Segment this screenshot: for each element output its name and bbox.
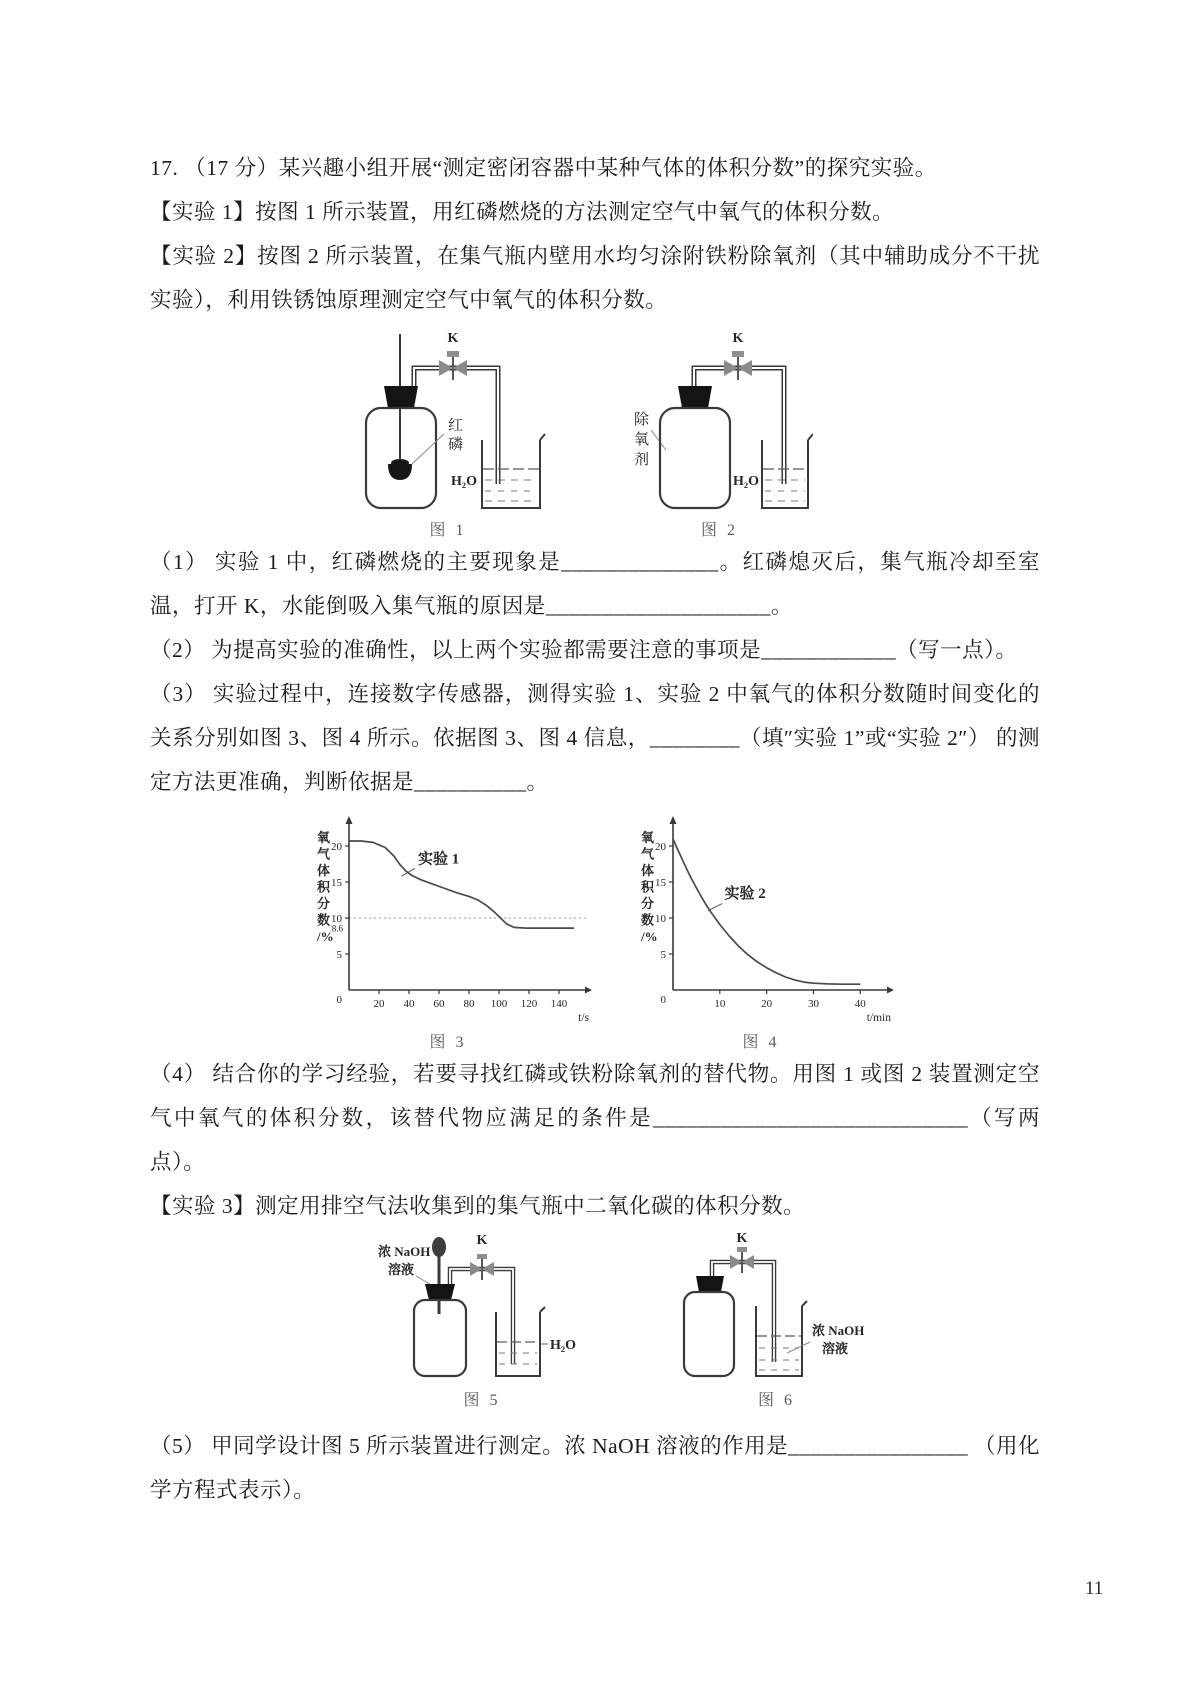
stopper bbox=[678, 386, 712, 408]
fig2-water-label: H₂O bbox=[733, 474, 759, 489]
gas-bottle bbox=[660, 408, 730, 508]
svg-text:20: 20 bbox=[761, 998, 773, 1010]
label-leader-line bbox=[787, 1342, 810, 1353]
figure4-chart bbox=[627, 812, 895, 1026]
svg-text:60: 60 bbox=[433, 998, 445, 1010]
svg-text:40: 40 bbox=[854, 998, 866, 1010]
fig1-water-label: H₂O bbox=[451, 474, 477, 489]
svg-text:氧: 氧 bbox=[634, 432, 650, 448]
svg-text:40: 40 bbox=[403, 998, 415, 1010]
svg-text:140: 140 bbox=[550, 998, 568, 1010]
figure1-caption: 图 1 bbox=[429, 522, 467, 539]
figure5 bbox=[376, 1232, 588, 1410]
svg-text:t/min: t/min bbox=[866, 1012, 891, 1024]
dropper-bulb bbox=[432, 1237, 446, 1257]
figure1-apparatus-diagram bbox=[348, 328, 548, 514]
svg-text:溶液: 溶液 bbox=[388, 1262, 415, 1277]
fig2-valve-label: K bbox=[732, 331, 744, 346]
svg-text:0: 0 bbox=[660, 994, 666, 1006]
question-3: （3） 实验过程中，连接数字传感器，测得实验 1、实验 2 中氧气的体积分数随时间变化的关系分别如图 3、图 4 所示。依据图 3、图 4 信息，________（填″实验 1”或“实验 2″） 的测定方法更准确，判断依据是__________。 bbox=[150, 682, 1040, 794]
experiment2-heading: 【实验 2】按图 2 所示装置，在集气瓶内壁用水均匀涂附铁粉除氧剂（其中辅助成分不干扰实验），利用铁锈蚀原理测定空气中氧气的体积分数。 bbox=[150, 244, 1040, 312]
svg-text:20: 20 bbox=[655, 841, 666, 853]
question-intro: 17. （17 分）某兴趣小组开展“测定密闭容器中某种气体的体积分数”的探究实验。 bbox=[150, 156, 937, 180]
svg-text:8.6: 8.6 bbox=[331, 923, 343, 934]
figure1 bbox=[348, 328, 548, 540]
svg-text:溶液: 溶液 bbox=[822, 1341, 849, 1356]
svg-text:10: 10 bbox=[331, 913, 342, 925]
svg-text:氧气体积分数/%: 氧气体积分数/% bbox=[641, 830, 658, 944]
svg-text:15: 15 bbox=[655, 877, 666, 889]
fig1-valve-label: K bbox=[447, 331, 459, 346]
fig6-valve-label: K bbox=[736, 1232, 748, 1246]
svg-text:5: 5 bbox=[660, 949, 666, 961]
question-5: （5） 甲同学设计图 5 所示装置进行测定。浓 NaOH 溶液的作用是________________ （用化学方程式表示）。 bbox=[150, 1434, 1040, 1502]
svg-text:30: 30 bbox=[807, 998, 819, 1010]
fig1-reagent-label: 红 bbox=[448, 418, 464, 434]
svg-text:15: 15 bbox=[331, 877, 342, 889]
svg-text:实验 2: 实验 2 bbox=[724, 885, 766, 902]
figure5-caption: 图 5 bbox=[463, 1392, 501, 1409]
svg-text:20: 20 bbox=[373, 998, 385, 1010]
label-leader-line bbox=[651, 430, 666, 450]
valve-icon bbox=[730, 1255, 742, 1269]
line-chart bbox=[303, 812, 593, 1026]
figure5-6-row bbox=[376, 1232, 1040, 1410]
fig6-naoh-label: 浓 NaOH bbox=[812, 1323, 865, 1338]
figure5-apparatus-diagram bbox=[376, 1232, 588, 1384]
experiment3-heading: 【实验 3】测定用排空气法收集到的集气瓶中二氧化碳的体积分数。 bbox=[150, 1194, 806, 1218]
svg-text:剂: 剂 bbox=[634, 452, 650, 468]
figure6 bbox=[674, 1232, 879, 1410]
question-2: （2） 为提高实验的准确性，以上两个实验都需要注意的事项是____________（写一点）。 bbox=[150, 638, 1018, 662]
svg-text:100: 100 bbox=[490, 998, 508, 1010]
svg-text:实验 1: 实验 1 bbox=[418, 851, 460, 868]
beaker bbox=[482, 434, 545, 508]
delivery-tube bbox=[450, 1269, 513, 1364]
figure2 bbox=[626, 328, 813, 540]
question-1: （1） 实验 1 中，红磷燃烧的主要现象是______________。红磷熄灭后，集气瓶冷却至室温，打开 K，水能倒吸入集气瓶的原因是____________________。 bbox=[150, 550, 1040, 618]
label-leader-line bbox=[412, 434, 444, 464]
figure1-2-row bbox=[348, 328, 1040, 540]
stopper bbox=[696, 1276, 724, 1292]
figure3-4-row bbox=[303, 812, 1040, 1052]
beaker bbox=[756, 1301, 807, 1376]
figure4-caption: 图 4 bbox=[742, 1034, 780, 1051]
figure2-caption: 图 2 bbox=[700, 522, 738, 539]
svg-text:t/s: t/s bbox=[578, 1012, 589, 1024]
svg-text:80: 80 bbox=[463, 998, 475, 1010]
stopper bbox=[384, 386, 418, 408]
valve-icon bbox=[724, 360, 738, 376]
fig5-water-label: H₂O bbox=[550, 1338, 576, 1353]
svg-text:10: 10 bbox=[655, 913, 666, 925]
gas-bottle bbox=[684, 1292, 734, 1376]
figure2-apparatus-diagram bbox=[626, 328, 813, 514]
figure3-chart bbox=[303, 812, 593, 1026]
delivery-tube bbox=[694, 368, 784, 484]
svg-text:10: 10 bbox=[714, 998, 726, 1010]
experiment1-heading: 【实验 1】按图 1 所示装置，用红磷燃烧的方法测定空气中氧气的体积分数。 bbox=[150, 200, 895, 224]
figure4 bbox=[627, 812, 895, 1052]
question-4: （4） 结合你的学习经验，若要寻找红磷或铁粉除氧剂的替代物。用图 1 或图 2 装置测定空气中氧气的体积分数，该替代物应满足的条件是____________________________（写两点）。 bbox=[150, 1062, 1040, 1174]
figure3 bbox=[303, 812, 593, 1052]
beaker bbox=[762, 434, 813, 508]
figure6-apparatus-diagram bbox=[674, 1232, 879, 1384]
page-number: 11 bbox=[1085, 1578, 1104, 1599]
svg-text:120: 120 bbox=[520, 998, 538, 1010]
valve-icon bbox=[470, 1262, 482, 1276]
figure3-caption: 图 3 bbox=[429, 1034, 467, 1051]
fig5-naoh-label: 浓 NaOH bbox=[378, 1244, 431, 1259]
stopper bbox=[425, 1284, 455, 1300]
valve-icon bbox=[439, 360, 453, 376]
fig5-valve-label: K bbox=[476, 1233, 488, 1248]
svg-text:磷: 磷 bbox=[448, 437, 464, 453]
svg-text:5: 5 bbox=[336, 949, 342, 961]
svg-text:20: 20 bbox=[331, 841, 342, 853]
fig2-reagent-label: 除 bbox=[634, 412, 650, 428]
svg-text:0: 0 bbox=[336, 994, 342, 1006]
figure6-caption: 图 6 bbox=[757, 1392, 795, 1409]
svg-text:氧气体积分数/%: 氧气体积分数/% bbox=[317, 830, 334, 944]
line-chart bbox=[627, 812, 895, 1026]
